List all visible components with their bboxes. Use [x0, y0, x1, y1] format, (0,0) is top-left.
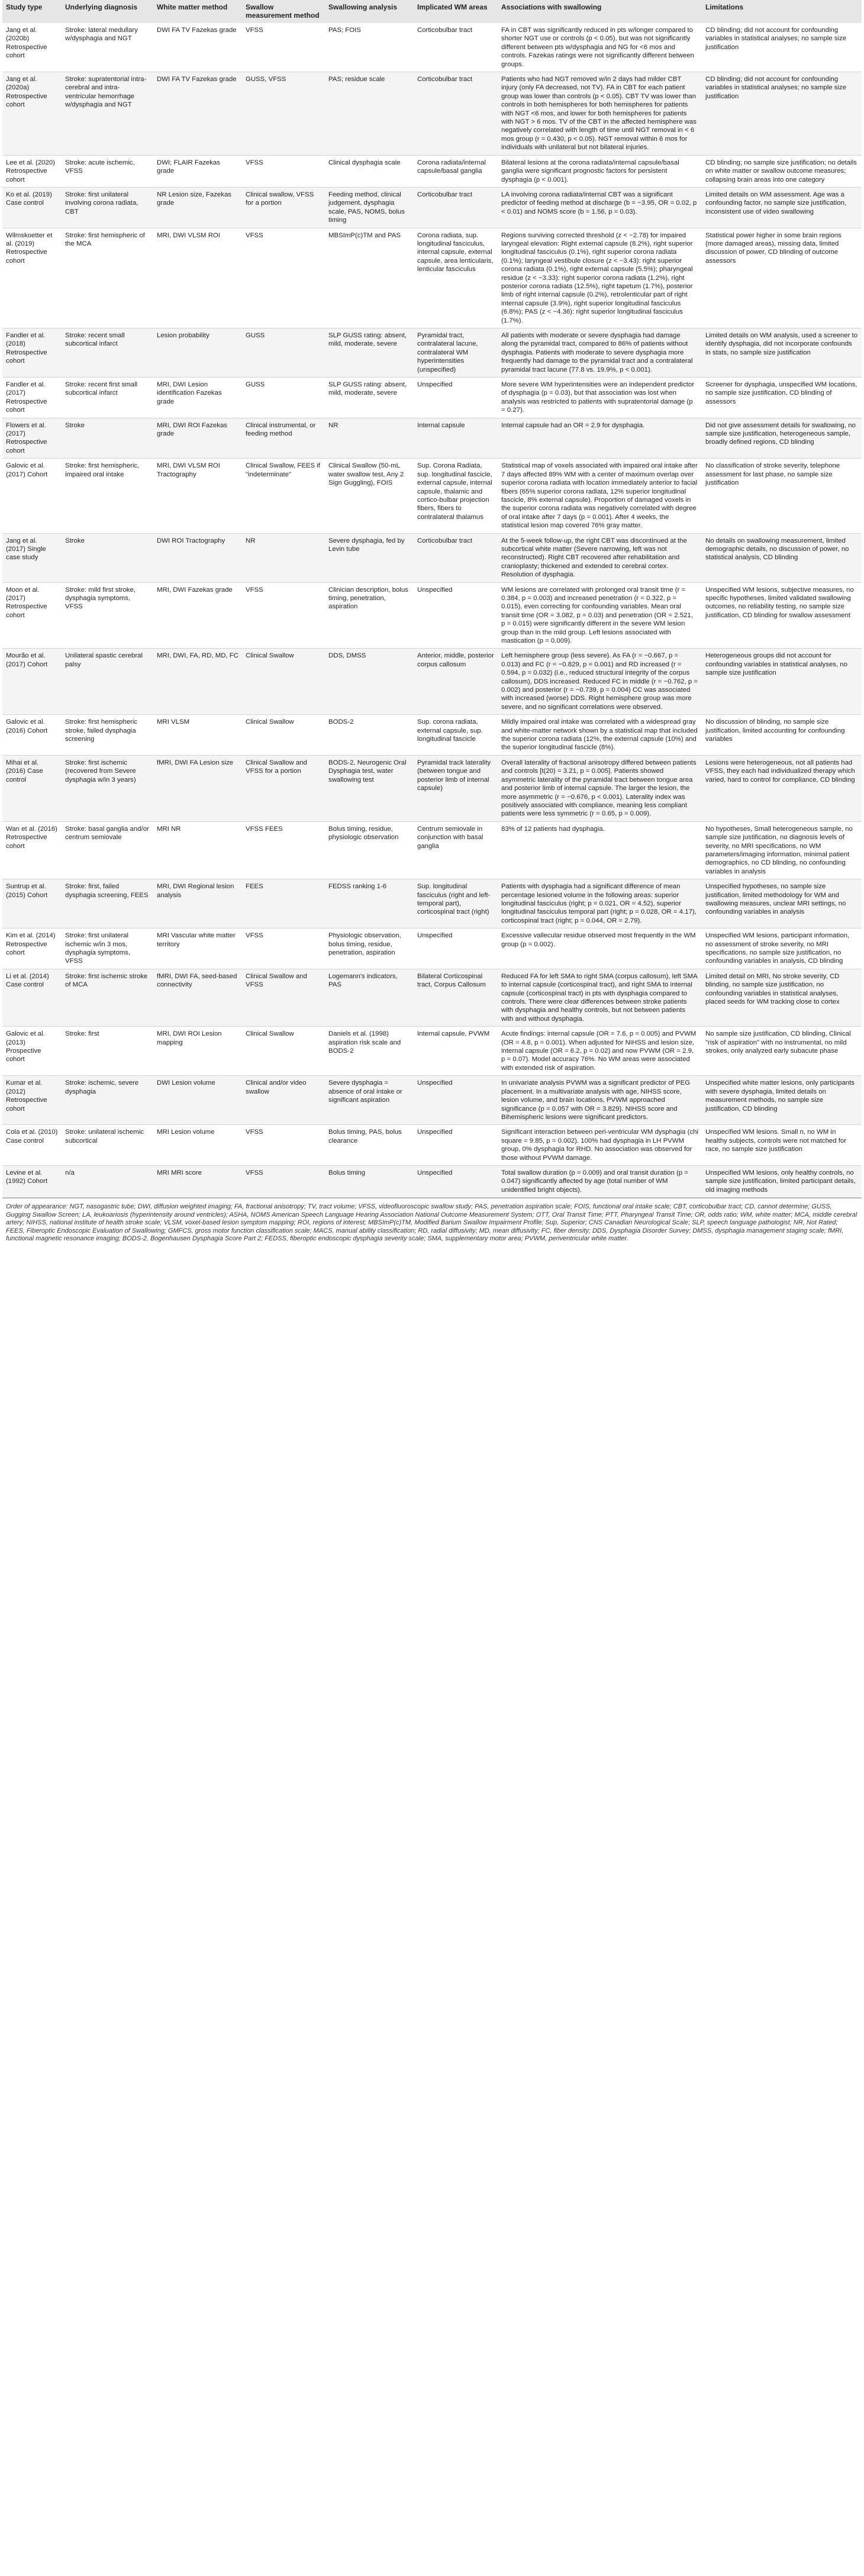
- swallow-method-cell: VFSS FEES: [242, 821, 325, 879]
- study-type-cell: Galovic et al. (2017) Cohort: [2, 459, 62, 533]
- associations-cell: Regions surviving corrected threshold (z < −2.78) for impaired laryngeal elevation: Right external capsule (8.2%), right superior longitudinal fasciculus (0.1%), right superior corona radiata (0.1%); laryngeal vestibule closure (z < −3.43): right superior corona radiata (0.1%), right external capsule (5.5%); pharyngeal residue (z < −3.33): right superior corona radiata (1.2%), right posterior corona radiata (12.5%), right tapetum (1.7%), posterior limb of right internal capsule (0.2%), retrolenticular part of right internal capsule (3.9%), right superior longitudinal fasciculus (6.8%); PAS (z < −4.36): right superior longitudinal fasciculus (1.7%).: [498, 228, 702, 328]
- limitations-cell: CD blinding; no sample size justification; no details on white matter or swallow outcome measures; collapsing brain areas into one category: [702, 155, 862, 187]
- studies-table: [2, 0, 862, 1198]
- swallow-analysis-cell: Clinical dysphagia scale: [325, 155, 414, 187]
- diagnosis-cell: n/a: [62, 1165, 153, 1197]
- table-row: [2, 649, 862, 715]
- wm-areas-cell: Sup. longitudinal fasciculus (right and left-temporal part), corticospinal tract (right): [414, 879, 498, 928]
- wm-areas-cell: Corticobulbar tract: [414, 23, 498, 72]
- table-row: [2, 328, 862, 378]
- study-type-cell: Levine et al. (1992) Cohort: [2, 1165, 62, 1197]
- table-footnote: Order of appearance: NGT, nasogastric tube; DWI, diffusion weighted imaging; FA, fractional anisotropy; TV, tract volume; VFSS, videofluoroscopic swallow study; PAS, penetration aspiration scale; FOIS, functional oral intake scale; CBT, corticobulbar tract; CD, cannot determine; GUSS, Gugging Swallow Screen; LA, leukoariosis (hyperintensity around ventricles); ASHA, NOMS American Speech Language Hearing Association National Outcome Measurement System; OTT, Oral Transit Time; PTT, Pharyngeal Transit Time; OR, odds ratio; WM, white matter; MCA, middle cerebral artery; NIHSS, national institute of health stroke scale; VLSM, voxel-based lesion symptom mapping; ROI, regions of interest; MBSImP(c)TM, Modified Barium Swallow Impairment Profile; Sup, Superior; CNS Canadian Neurological Scale; SLP, speech language pathologist; NR, Not Rated; FEES, Fiberoptic Endoscopic Evaluation of Swallowing; GMFCS, gross motor function classification scale; MACS, manual ability classification; RD, radial diffusivity; MD, mean diffusivity; FC, fiber density; DDS, Dysphagia Disorder Survey; DMSS, dysphagia management staging scale; fMRI, functional magnetic resonance imaging; BODS-2, Bogenhausen Dysphagia Score Part 2; FEDSS, fiberoptic endoscopic dysphagia severity scale; SMA, supplementary motor area; PVWM, periventricular white matter.: [2, 1198, 862, 1243]
- associations-cell: At the 5-week follow-up, the right CBT was discontinued at the subcortical white matter (Severe narrowing, left was not reconstructed). Right CBT recovered after rehabilitation and cranioplasty; thickened and extended to cerebral cortex. Resolution of dysphagia.: [498, 533, 702, 582]
- wm-method-cell: MRI, DWI Regional lesion analysis: [153, 879, 242, 928]
- diagnosis-cell: Stroke: [62, 418, 153, 459]
- header-limitations: Limitations: [702, 0, 862, 23]
- study-type-cell: Fandler et al. (2018) Retrospective cohort: [2, 328, 62, 378]
- wm-method-cell: MRI Lesion volume: [153, 1125, 242, 1166]
- study-type-cell: Wan et al. (2016) Retrospective cohort: [2, 821, 62, 879]
- study-type-cell: Ko et al. (2019) Case control: [2, 187, 62, 228]
- swallow-method-cell: Clinical Swallow and VFSS: [242, 969, 325, 1026]
- swallow-method-cell: NR: [242, 533, 325, 582]
- limitations-cell: Limited details on WM assessment. Age was a confounding factor, no sample size justification, inconsistent use of video swallowing: [702, 187, 862, 228]
- table-row: [2, 187, 862, 228]
- header-study-type: Study type: [2, 0, 62, 23]
- associations-cell: LA involving corona radiata/internal CBT was a significant predictor of feeding method at discharge (b = −3.95, OR = 0.02, p < 0.01) and NOMS score (b = 1.56, p = 0.03).: [498, 187, 702, 228]
- swallow-analysis-cell: NR: [325, 418, 414, 459]
- associations-cell: More severe WM hyperintensities were an independent predictor of dysphagia (p = 0.03), but that association was lost when analysis was restricted to patients with supratentorial damage (p = 0.27).: [498, 378, 702, 418]
- wm-areas-cell: Internal capsule: [414, 418, 498, 459]
- associations-cell: Acute findings: internal capsule (OR = 7.6, p = 0.005) and PVWM (OR = 4.8, p = 0.001). When adjusted for NIHSS and lesion size, internal capsule (OR = 6.2, p = 0.02) and now PVWM (OR = 2.9, p = 0.07). Model accuracy 76%. No WM areas were associated with extended risk of aspiration.: [498, 1027, 702, 1076]
- table-row: [2, 879, 862, 928]
- study-type-cell: Fandler et al. (2017) Retrospective cohort: [2, 378, 62, 418]
- limitations-cell: Unspecified hypotheses, no sample size justification, limited methodology for WM and swallowing measures, unclear MRI settings, no confounding variables in analysis: [702, 879, 862, 928]
- study-type-cell: Lee et al. (2020) Retrospective cohort: [2, 155, 62, 187]
- limitations-cell: Limited details on WM analysis, used a screener to identify dysphagia, did not incorporate confounds in stats, no sample size justification: [702, 328, 862, 378]
- study-type-cell: Galovic et al. (2016) Cohort: [2, 715, 62, 756]
- swallow-method-cell: VFSS: [242, 1125, 325, 1166]
- limitations-cell: Limited detail on MRI, No stroke severity, CD blinding, no sample size justification, no confounding variables in statistical analyses, placed seeds for WM tracking close to cortex: [702, 969, 862, 1026]
- swallow-method-cell: Clinical Swallow: [242, 715, 325, 756]
- swallow-analysis-cell: Clinician description, bolus timing, penetration, aspiration: [325, 582, 414, 649]
- table-body: [2, 23, 862, 1198]
- limitations-cell: No hypotheses, Small heterogeneous sample, no sample size justification, no diagnosis levels of severity, no MRI specifications, no WM parameters/imaging information, minimal patient demographics, no CD blinding, no confounding variables in analysis: [702, 821, 862, 879]
- swallow-method-cell: VFSS: [242, 1165, 325, 1197]
- study-type-cell: Kim et al. (2014) Retrospective cohort: [2, 928, 62, 969]
- study-type-cell: Jang et al. (2017) Single case study: [2, 533, 62, 582]
- wm-method-cell: MRI Vascular white matter territory: [153, 928, 242, 969]
- header-associations-with-swallowing: Associations with swallowing: [498, 0, 702, 23]
- swallow-method-cell: GUSS: [242, 328, 325, 378]
- diagnosis-cell: Stroke: first unilateral ischemic w/in 3 mos, dysphagia symptoms, VFSS: [62, 928, 153, 969]
- diagnosis-cell: Stroke: recent small subcortical infarct: [62, 328, 153, 378]
- wm-areas-cell: Pyramidal track laterality (between tongue and posterior limb of internal capsule): [414, 755, 498, 821]
- table-row: [2, 1125, 862, 1166]
- associations-cell: Reduced FA for left SMA to right SMA (corpus callosum), left SMA to internal capsule (corticospinal tract), and right SMA to internal capsule (corticospinal tract) in pts with dysphagia compared to controls. There were clear differences between stroke patients with dysphagia and healthy controls, but not between patients with and without dysphagia.: [498, 969, 702, 1026]
- wm-areas-cell: Anterior, middle, posterior corpus callosum: [414, 649, 498, 715]
- table-row: [2, 821, 862, 879]
- study-type-cell: Cola et al. (2010) Case control: [2, 1125, 62, 1166]
- wm-areas-cell: Pyramidal tract, contralateral lacune, contralateral WM hyperintensities (unspecified): [414, 328, 498, 378]
- wm-areas-cell: Corticobulbar tract: [414, 72, 498, 156]
- wm-method-cell: DWI ROI Tractography: [153, 533, 242, 582]
- limitations-cell: Unspecified WM lesions. Small n, no WM in healthy subjects, controls were not matched for race, no sample size justification: [702, 1125, 862, 1166]
- swallow-method-cell: VFSS: [242, 928, 325, 969]
- wm-areas-cell: Unspecified: [414, 378, 498, 418]
- associations-cell: All patients with moderate or severe dysphagia had damage along the pyramidal tract, compared to 86% of patients without dysphagia. Patients with moderate to severe dysphagia more frequently had damage to the pyramidal tract and a contralateral pyramidal tract lacune (77.8 vs. 19.9%, p < 0.001).: [498, 328, 702, 378]
- swallow-method-cell: Clinical and/or video swallow: [242, 1076, 325, 1125]
- header-underlying-diagnosis: Underlying diagnosis: [62, 0, 153, 23]
- diagnosis-cell: Unilateral spastic cerebral palsy: [62, 649, 153, 715]
- wm-method-cell: MRI, DWI VLSM ROI: [153, 228, 242, 328]
- wm-areas-cell: Internal capsule, PVWM: [414, 1027, 498, 1076]
- diagnosis-cell: Stroke: [62, 533, 153, 582]
- limitations-cell: No sample size justification, CD blinding, Clinical "risk of aspiration" with no instrumental, no mild strokes, only analyzed early subacute phase: [702, 1027, 862, 1076]
- wm-method-cell: fMRI, DWI FA Lesion size: [153, 755, 242, 821]
- associations-cell: In univariate analysis PVWM was a significant predictor of PEG placement. In a multivariate analysis with age, NIHSS score, lesion volume, and brain locations, PVWM approached significance (p = 0.057 with OR = 3.829). NIHSS score and Bihemispheric lesions were significant predictors.: [498, 1076, 702, 1125]
- associations-cell: Mildly impaired oral intake was correlated with a widespread gray and white-matter network shown by a statistical map that included the superior corona radiata (12%, the external capsule (10%) and the superior longitudinal fascicle (8%).: [498, 715, 702, 756]
- associations-cell: Patients with dysphagia had a significant difference of mean percentage lesioned volume in the following areas: superior longitudinal fasciculus (right; p = 0.021, OR = 4.52), superior longitudinal fasciculus temporal part (right; p = 0.028, OR = 4.17), corticospinal tract (right; p = 0.044, OR = 2.79).: [498, 879, 702, 928]
- header-swallow-measurement-method: Swallow measurement method: [242, 0, 325, 23]
- diagnosis-cell: Stroke: lateral medullary w/dysphagia and NGT: [62, 23, 153, 72]
- wm-method-cell: DWI; FLAIR Fazekas grade: [153, 155, 242, 187]
- diagnosis-cell: Stroke: first unilateral involving corona radiata, CBT: [62, 187, 153, 228]
- wm-areas-cell: Corona radiata/internal capsule/basal ganglia: [414, 155, 498, 187]
- swallow-analysis-cell: PAS; residue scale: [325, 72, 414, 156]
- associations-cell: Total swallow duration (p = 0.009) and oral transit duration (p = 0.047) significantly affected by age (total number of WM unidentified bright objects).: [498, 1165, 702, 1197]
- table-row: [2, 533, 862, 582]
- table-row: [2, 715, 862, 756]
- header-implicated-wm-areas: Implicated WM areas: [414, 0, 498, 23]
- diagnosis-cell: Stroke: first: [62, 1027, 153, 1076]
- swallow-analysis-cell: Bolus timing: [325, 1165, 414, 1197]
- wm-method-cell: Lesion probability: [153, 328, 242, 378]
- table-row: [2, 1076, 862, 1125]
- swallow-method-cell: Clinical Swallow: [242, 1027, 325, 1076]
- swallow-analysis-cell: PAS; FOIS: [325, 23, 414, 72]
- wm-areas-cell: Unspecified: [414, 582, 498, 649]
- wm-method-cell: MRI, DWI ROI Lesion mapping: [153, 1027, 242, 1076]
- study-type-cell: Kumar et al. (2012) Retrospective cohort: [2, 1076, 62, 1125]
- swallow-analysis-cell: FEDSS ranking 1-6: [325, 879, 414, 928]
- diagnosis-cell: Stroke: ischemic, severe dysphagia: [62, 1076, 153, 1125]
- table-row: [2, 755, 862, 821]
- diagnosis-cell: Stroke: first hemispheric, impaired oral intake: [62, 459, 153, 533]
- swallow-method-cell: Clinical instrumental, or feeding method: [242, 418, 325, 459]
- limitations-cell: Unspecified white matter lesions, only participants with severe dysphagia, limited details on measurement methods, no sample size justification, CD blinding: [702, 1076, 862, 1125]
- swallow-analysis-cell: MBSImP(c)TM and PAS: [325, 228, 414, 328]
- table-row: [2, 1165, 862, 1197]
- diagnosis-cell: Stroke: first, failed dysphagia screening, FEES: [62, 879, 153, 928]
- wm-method-cell: DWI FA TV Fazekas grade: [153, 72, 242, 156]
- wm-method-cell: DWI FA TV Fazekas grade: [153, 23, 242, 72]
- swallow-method-cell: VFSS: [242, 23, 325, 72]
- swallow-analysis-cell: BODS-2: [325, 715, 414, 756]
- swallow-analysis-cell: Bolus timing, PAS, bolus clearance: [325, 1125, 414, 1166]
- associations-cell: Statistical map of voxels associated with impaired oral intake after 7 days affected 89% WM with a center of maximum overlap over superior corona radiata with location immediately anterior to facial fibers (65% superior corona radiata, 12% superior longitudinal fascicle, 8% external capsule). Proportion of damaged voxels in the superior corona radiata was negatively correlated with degree of oral intake after 7 days (p = 0.001). After 4 weeks, the statistical lesion map covered 76% gray matter.: [498, 459, 702, 533]
- study-type-cell: Wilmskoetter et al. (2019) Retrospective cohort: [2, 228, 62, 328]
- associations-cell: 83% of 12 patients had dysphagia.: [498, 821, 702, 879]
- diagnosis-cell: Stroke: first hemispheric of the MCA: [62, 228, 153, 328]
- diagnosis-cell: Stroke: recent first small subcortical infarct: [62, 378, 153, 418]
- table-row: [2, 228, 862, 328]
- wm-method-cell: DWI Lesion volume: [153, 1076, 242, 1125]
- table-row: [2, 72, 862, 156]
- wm-areas-cell: Corticobulbar tract: [414, 187, 498, 228]
- study-type-cell: Suntrup et al. (2015) Cohort: [2, 879, 62, 928]
- associations-cell: Left hemisphere group (less severe). As FA (r = −0.667, p = 0.013) and FC (r = −0.829, p = 0.001) and RD increased (r = 0.594, p = 0.032) (i.e., reduced structural integrity of the corpus callosum), DDS increased. Reduced FC in middle (r = −0.762, p = 0.002) and posterior (r = −0.739, p = 0.004) CC was associated with increased (worse) DDS. Right hemisphere group was more severe, and no significant correlations were observed.: [498, 649, 702, 715]
- wm-method-cell: MRI MRI score: [153, 1165, 242, 1197]
- study-type-cell: Li et al. (2014) Case control: [2, 969, 62, 1026]
- wm-areas-cell: Corona radiata, sup. longitudinal fasciculus, internal capsule, external capsule, area lenticularis, lenticular fasciculus: [414, 228, 498, 328]
- diagnosis-cell: Stroke: first ischemic stroke of MCA: [62, 969, 153, 1026]
- swallow-method-cell: VFSS: [242, 228, 325, 328]
- wm-areas-cell: Sup. Corona Radiata, sup. longitudinal fascicle, external capsule, internal capsule, thalamic and cortico-bulbar projection fibers, fibers to contralateral thalamus: [414, 459, 498, 533]
- header-white-matter-method: White matter method: [153, 0, 242, 23]
- limitations-cell: Unspecified WM lesions, only healthy controls, no sample size justification, limited participant details, old imaging methods: [702, 1165, 862, 1197]
- wm-method-cell: fMRI, DWI FA, seed-based connectivity: [153, 969, 242, 1026]
- wm-method-cell: NR Lesion size, Fazekas grade: [153, 187, 242, 228]
- diagnosis-cell: Stroke: first ischemic (recovered from Severe dysphagia w/in 3 years): [62, 755, 153, 821]
- associations-cell: Overall laterality of fractional anisotropy differed between patients and controls [t(20) = 3.21, p = 0.005]. Patients showed asymmetric laterality of the pyramidal tract between tongue area and posterior limb of internal capsule. The larger the lesion, the more asymmetric (r = −0.676, p < 0.001). Laterality index was positively associated with compliance, meaning less compliant patients were less symmetric (r = 0.65, p = 0.009).: [498, 755, 702, 821]
- swallow-method-cell: VFSS: [242, 155, 325, 187]
- study-type-cell: Moon et al. (2017) Retrospective cohort: [2, 582, 62, 649]
- wm-method-cell: MRI, DWI Fazekas grade: [153, 582, 242, 649]
- wm-method-cell: MRI, DWI Lesion identification Fazekas grade: [153, 378, 242, 418]
- table-row: [2, 928, 862, 969]
- associations-cell: Patients who had NGT removed w/in 2 days had milder CBT injury (only FA decreased, not TV). FA in CBT for each patient group was lower than controls (p < 0.05). CBT TV was lower than controls in both hemispheres for both hemispheres for patients with NGT <6 mos, and lower for both hemispheres for patients with NGT > 6 mos. TV of the CBT in the affected hemisphere was negatively correlated with length of time until NGT removal in < 6 mos group (r = 0.430, p < 0.05). NGT removal within 6 mos for individuals with unilateral but not bilateral injuries.: [498, 72, 702, 156]
- swallow-analysis-cell: Severe dysphagia, fed by Levin tube: [325, 533, 414, 582]
- wm-areas-cell: Unspecified: [414, 1165, 498, 1197]
- diagnosis-cell: Stroke: basal ganglia and/or centrum semiovale: [62, 821, 153, 879]
- table-row: [2, 378, 862, 418]
- associations-cell: WM lesions are correlated with prolonged oral transit time (r = 0.384, p = 0.003) and increased penetration (r = 0.322, p = 0.015), even correcting for confounding variables. Mean oral transit time (OR = 3.082, p = 0.03) and penetration (OR = 2.521, p = 0.015) were significantly different in the severe WM lesion group than in the mild group. Left lesions associated with mastication (p = 0.009).: [498, 582, 702, 649]
- wm-method-cell: MRI, DWI ROI Fazekas grade: [153, 418, 242, 459]
- wm-method-cell: MRI NR: [153, 821, 242, 879]
- limitations-cell: Statistical power higher in some brain regions (more damaged areas), missing data, limited discussion of power, CD blinding of outcome assessors: [702, 228, 862, 328]
- wm-areas-cell: Unspecified: [414, 928, 498, 969]
- study-type-cell: Galovic et al. (2013) Prospective cohort: [2, 1027, 62, 1076]
- associations-cell: Significant interaction between peri-ventricular WM dysphagia (chi square = 9.85, p = 0.002). 100% had dysphagia in LH PVWM group, 0% dysphagia for RHD. No association was observed for those without PVWM damage.: [498, 1125, 702, 1166]
- diagnosis-cell: Stroke: unilateral ischemic subcortical: [62, 1125, 153, 1166]
- limitations-cell: CD blinding; did not account for confounding variables in statistical analyses; no sample size justification: [702, 72, 862, 156]
- diagnosis-cell: Stroke: supratentorial intra-cerebral and intra-ventricular hemorrhage w/dysphagia and NGT: [62, 72, 153, 156]
- limitations-cell: Unspecified WM lesions, subjective measures, no specific hypotheses, limited validated swallowing outcomes, no reliability testing, no sample size justification, CD blinding for swallow assessment: [702, 582, 862, 649]
- swallow-method-cell: VFSS: [242, 582, 325, 649]
- study-type-cell: Jang et al. (2020b) Retrospective cohort: [2, 23, 62, 72]
- associations-cell: FA in CBT was significantly reduced in pts w/longer compared to shorter NGT use or controls (p < 0.05), but was not significantly different between pts w/dysphagia and NG for <6 mos and controls. Fazekas ratings were not significantly different between groups.: [498, 23, 702, 72]
- limitations-cell: Heterogeneous groups did not account for confounding variables in statistical analyses, no sample size justification: [702, 649, 862, 715]
- limitations-cell: Did not give assessment details for swallowing, no sample size justification, heterogeneous sample, broadly defined regions, CD blinding: [702, 418, 862, 459]
- study-type-cell: Mourão et al. (2017) Cohort: [2, 649, 62, 715]
- table-row: [2, 1027, 862, 1076]
- table-row: [2, 23, 862, 72]
- limitations-cell: No classification of stroke severity, telephone assessment for last phase, no sample size justification: [702, 459, 862, 533]
- wm-areas-cell: Bilateral Corticospinal tract, Corpus Callosum: [414, 969, 498, 1026]
- diagnosis-cell: Stroke: first hemispheric stroke, failed dysphagia screening: [62, 715, 153, 756]
- table-row: [2, 582, 862, 649]
- swallow-method-cell: Clinical Swallow and VFSS for a portion: [242, 755, 325, 821]
- swallow-analysis-cell: Feeding method, clinical judgement, dysphagia scale, PAS, NOMS, bolus timing: [325, 187, 414, 228]
- wm-areas-cell: Corticobulbar tract: [414, 533, 498, 582]
- limitations-cell: Screener for dysphagia, unspecified WM locations, no sample size justification, CD blinding of assessors: [702, 378, 862, 418]
- study-type-cell: Mihai et al. (2016) Case control: [2, 755, 62, 821]
- swallow-analysis-cell: Logemann's indicators, PAS: [325, 969, 414, 1026]
- swallow-analysis-cell: DDS, DMSS: [325, 649, 414, 715]
- limitations-cell: No discussion of blinding, no sample size justification, limited accounting for confounding variables: [702, 715, 862, 756]
- swallow-analysis-cell: Bolus timing, residue, physiologic observation: [325, 821, 414, 879]
- wm-method-cell: MRI VLSM: [153, 715, 242, 756]
- study-type-cell: Jang et al. (2020a) Retrospective cohort: [2, 72, 62, 156]
- swallow-analysis-cell: Daniels et al. (1998) aspiration risk scale and BODS-2: [325, 1027, 414, 1076]
- swallow-method-cell: Clinical swallow, VFSS for a portion: [242, 187, 325, 228]
- wm-method-cell: MRI, DWI VLSM ROI Tractography: [153, 459, 242, 533]
- header-row: [2, 0, 862, 23]
- swallow-method-cell: Clinical Swallow, FEES if "indeterminate": [242, 459, 325, 533]
- swallow-analysis-cell: Physiologic observation, bolus timing, residue, penetration, aspiration: [325, 928, 414, 969]
- wm-areas-cell: Sup. corona radiata, external capsule, sup. longitudinal fascicle: [414, 715, 498, 756]
- swallow-analysis-cell: Clinical Swallow (50-mL water swallow test, Any 2 Sign Guggling), FOIS: [325, 459, 414, 533]
- table-row: [2, 969, 862, 1026]
- swallow-method-cell: GUSS, VFSS: [242, 72, 325, 156]
- study-type-cell: Flowers et al. (2017) Retrospective cohort: [2, 418, 62, 459]
- swallow-analysis-cell: SLP GUSS rating: absent, mild, moderate, severe: [325, 328, 414, 378]
- limitations-cell: No details on swallowing measurement, limited demographic details, no discussion of power, no statistical analysis, CD blinding: [702, 533, 862, 582]
- swallow-method-cell: GUSS: [242, 378, 325, 418]
- swallow-analysis-cell: SLP GUSS rating: absent, mild, moderate, severe: [325, 378, 414, 418]
- swallow-analysis-cell: Severe dysphagia = absence of oral intake or significant aspiration: [325, 1076, 414, 1125]
- table-row: [2, 418, 862, 459]
- limitations-cell: Lesions were heterogeneous, not all patients had VFSS, they each had individualized therapy which varied, hard to control for compliance, CD blinding: [702, 755, 862, 821]
- diagnosis-cell: Stroke: mild first stroke, dysphagia symptoms, VFSS: [62, 582, 153, 649]
- header-swallowing-analysis: Swallowing analysis: [325, 0, 414, 23]
- diagnosis-cell: Stroke: acute ischemic, VFSS: [62, 155, 153, 187]
- associations-cell: Internal capsule had an OR = 2.9 for dysphagia.: [498, 418, 702, 459]
- wm-areas-cell: Unspecified: [414, 1125, 498, 1166]
- swallow-method-cell: FEES: [242, 879, 325, 928]
- associations-cell: Bilateral lesions at the corona radiata/internal capsule/basal ganglia were significant prognostic factors for persistent dysphagia (p < 0.001).: [498, 155, 702, 187]
- limitations-cell: Unspecified WM lesions, participant information, no assessment of stroke severity, no MRI specifications, no sample size justification, no confounding variables in analysis, CD blinding: [702, 928, 862, 969]
- wm-method-cell: MRI, DWI, FA, RD, MD, FC: [153, 649, 242, 715]
- wm-areas-cell: Unspecified: [414, 1076, 498, 1125]
- swallow-method-cell: Clinical Swallow: [242, 649, 325, 715]
- swallow-analysis-cell: BODS-2, Neurogenic Oral Dysphagia test, water swallowing test: [325, 755, 414, 821]
- table-row: [2, 155, 862, 187]
- associations-cell: Excessive vallecular residue observed most frequently in the WM group (p = 0.002).: [498, 928, 702, 969]
- limitations-cell: CD blinding; did not account for confounding variables in statistical analyses; no sample size justification: [702, 23, 862, 72]
- wm-areas-cell: Centrum semiovale in conjunction with basal ganglia: [414, 821, 498, 879]
- table-row: [2, 459, 862, 533]
